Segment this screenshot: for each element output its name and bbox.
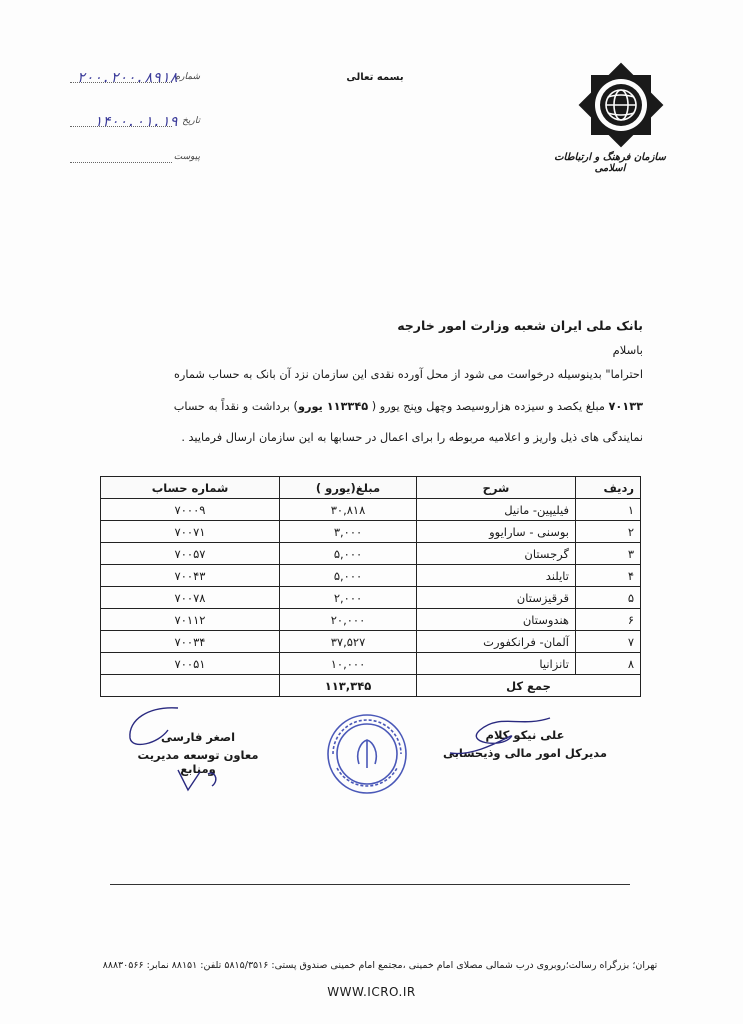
footer-divider <box>110 884 630 885</box>
row-number: ۲ <box>576 521 641 543</box>
table-row <box>101 499 641 521</box>
header-row-number: ردیف <box>576 477 641 499</box>
website-link[interactable]: WWW.ICRO.IR <box>327 985 416 999</box>
row-account: ۷۰۰۰۹ <box>101 499 280 521</box>
greeting: باسلام <box>612 343 643 357</box>
table-row <box>101 565 641 587</box>
row-amount: ۲,۰۰۰ <box>280 587 417 609</box>
organization-name: سازمان فرهنگ و ارتباطات اسلامی <box>554 152 666 174</box>
row-amount: ۵,۰۰۰ <box>280 565 417 587</box>
footer-address: تهران؛ بزرگراه رسالت؛روبروی درب شمالی مصلای امام خمینی ،مجتمع امام خمینی صندوق پستی: ۵۸۱۵/۳۵۱۶ تلفن: ۸۸۱۵۱ نمابر: ۸۸۸۳۰۵۶۶ <box>102 960 658 971</box>
paragraph-line-2-b: ) برداشت و نقداً به حساب <box>173 400 298 413</box>
paragraph-line-2-a: مبلغ یکصد و سیزده هزاروسیصد وچهل وپنج یورو ( <box>368 400 609 413</box>
paragraph-line-1: احتراما" بدینوسیله درخواست می شود از محل آورده نقدی این سازمان نزد آن بانک به حساب شماره <box>174 368 643 381</box>
row-amount: ۳,۰۰۰ <box>280 521 417 543</box>
handwritten-signature-left <box>108 700 248 800</box>
transfer-table <box>100 476 641 697</box>
paragraph-line-2 <box>103 400 643 413</box>
basmala: بسمه تعالی <box>346 72 404 83</box>
header-amount: مبلغ(یورو ) <box>280 477 417 499</box>
table-total-row <box>101 675 641 697</box>
handwritten-signature-right <box>440 708 560 768</box>
row-account: ۷۰۰۷۸ <box>101 587 280 609</box>
signer-left-title: معاون توسعه مدیریت ومنابع <box>137 748 259 776</box>
row-number: ۷ <box>576 631 641 653</box>
row-amount: ۳۰,۸۱۸ <box>280 499 417 521</box>
organization-logo-icon <box>578 62 664 148</box>
row-number: ۶ <box>576 609 641 631</box>
row-description: قرقیزستان <box>417 587 576 609</box>
row-number: ۵ <box>576 587 641 609</box>
signer-right-name: علی نیکو کلام <box>485 728 565 742</box>
row-account: ۷۰۰۵۷ <box>101 543 280 565</box>
row-description: هندوستان <box>417 609 576 631</box>
attachment-label: پیوست <box>173 152 200 162</box>
row-description: گرجستان <box>417 543 576 565</box>
row-amount: ۵,۰۰۰ <box>280 543 417 565</box>
addressee: بانک ملی ایران شعبه وزارت امور خارجه <box>397 318 643 333</box>
total-empty-cell <box>101 675 280 697</box>
row-description: تانزانیا <box>417 653 576 675</box>
row-account: ۷۰۱۱۲ <box>101 609 280 631</box>
row-description: آلمان- فرانکفورت <box>417 631 576 653</box>
table-row <box>101 521 641 543</box>
row-amount: ۱۰,۰۰۰ <box>280 653 417 675</box>
total-value: ۱۱۳,۳۴۵ <box>280 675 417 697</box>
letter-number <box>60 72 200 94</box>
row-account: ۷۰۰۳۴ <box>101 631 280 653</box>
row-amount: ۲۰,۰۰۰ <box>280 609 417 631</box>
paragraph-line-3: نمایندگی های ذیل واریز و اعلامیه مربوطه را برای اعمال در حسابها به این سازمان ارسال فرمایید . <box>181 431 643 444</box>
amount-in-words-bold: ۱۱۳۳۴۵ یورو <box>297 400 369 413</box>
table-body <box>101 499 641 697</box>
total-label: جمع کل <box>417 675 641 697</box>
row-account: ۷۰۰۷۱ <box>101 521 280 543</box>
table-row <box>101 653 641 675</box>
date-value: ۱۴۰۰.۰۱.۱۹ <box>93 114 178 130</box>
table-row <box>101 587 641 609</box>
table-row <box>101 609 641 631</box>
letter-date <box>60 116 200 138</box>
row-number: ۸ <box>576 653 641 675</box>
row-description: بوسنی - سارایوو <box>417 521 576 543</box>
row-number: ۱ <box>576 499 641 521</box>
signer-right-title: مدیرکل امور مالی وذیحسابی <box>442 746 608 760</box>
table-row <box>101 631 641 653</box>
table-row <box>101 543 641 565</box>
header-account: شماره حساب <box>101 477 280 499</box>
row-account: ۷۰۰۴۳ <box>101 565 280 587</box>
table-header-row <box>101 477 641 499</box>
signer-left-name: اصغر فارسی <box>160 730 236 744</box>
row-account: ۷۰۰۵۱ <box>101 653 280 675</box>
row-description: فیلیپین- مانیل <box>417 499 576 521</box>
number-label: شماره <box>175 72 200 82</box>
account-number: ۷۰۱۳۳ <box>608 400 643 413</box>
official-stamp-icon <box>325 712 409 796</box>
row-description: تایلند <box>417 565 576 587</box>
header-description: شرح <box>417 477 576 499</box>
row-number: ۴ <box>576 565 641 587</box>
date-label: تاریخ <box>182 116 200 126</box>
letter-attachment <box>60 152 200 174</box>
row-number: ۳ <box>576 543 641 565</box>
number-value: ۲۰۰.۲۰۰.۸۹۱۸ <box>76 70 178 86</box>
row-amount: ۳۷,۵۲۷ <box>280 631 417 653</box>
